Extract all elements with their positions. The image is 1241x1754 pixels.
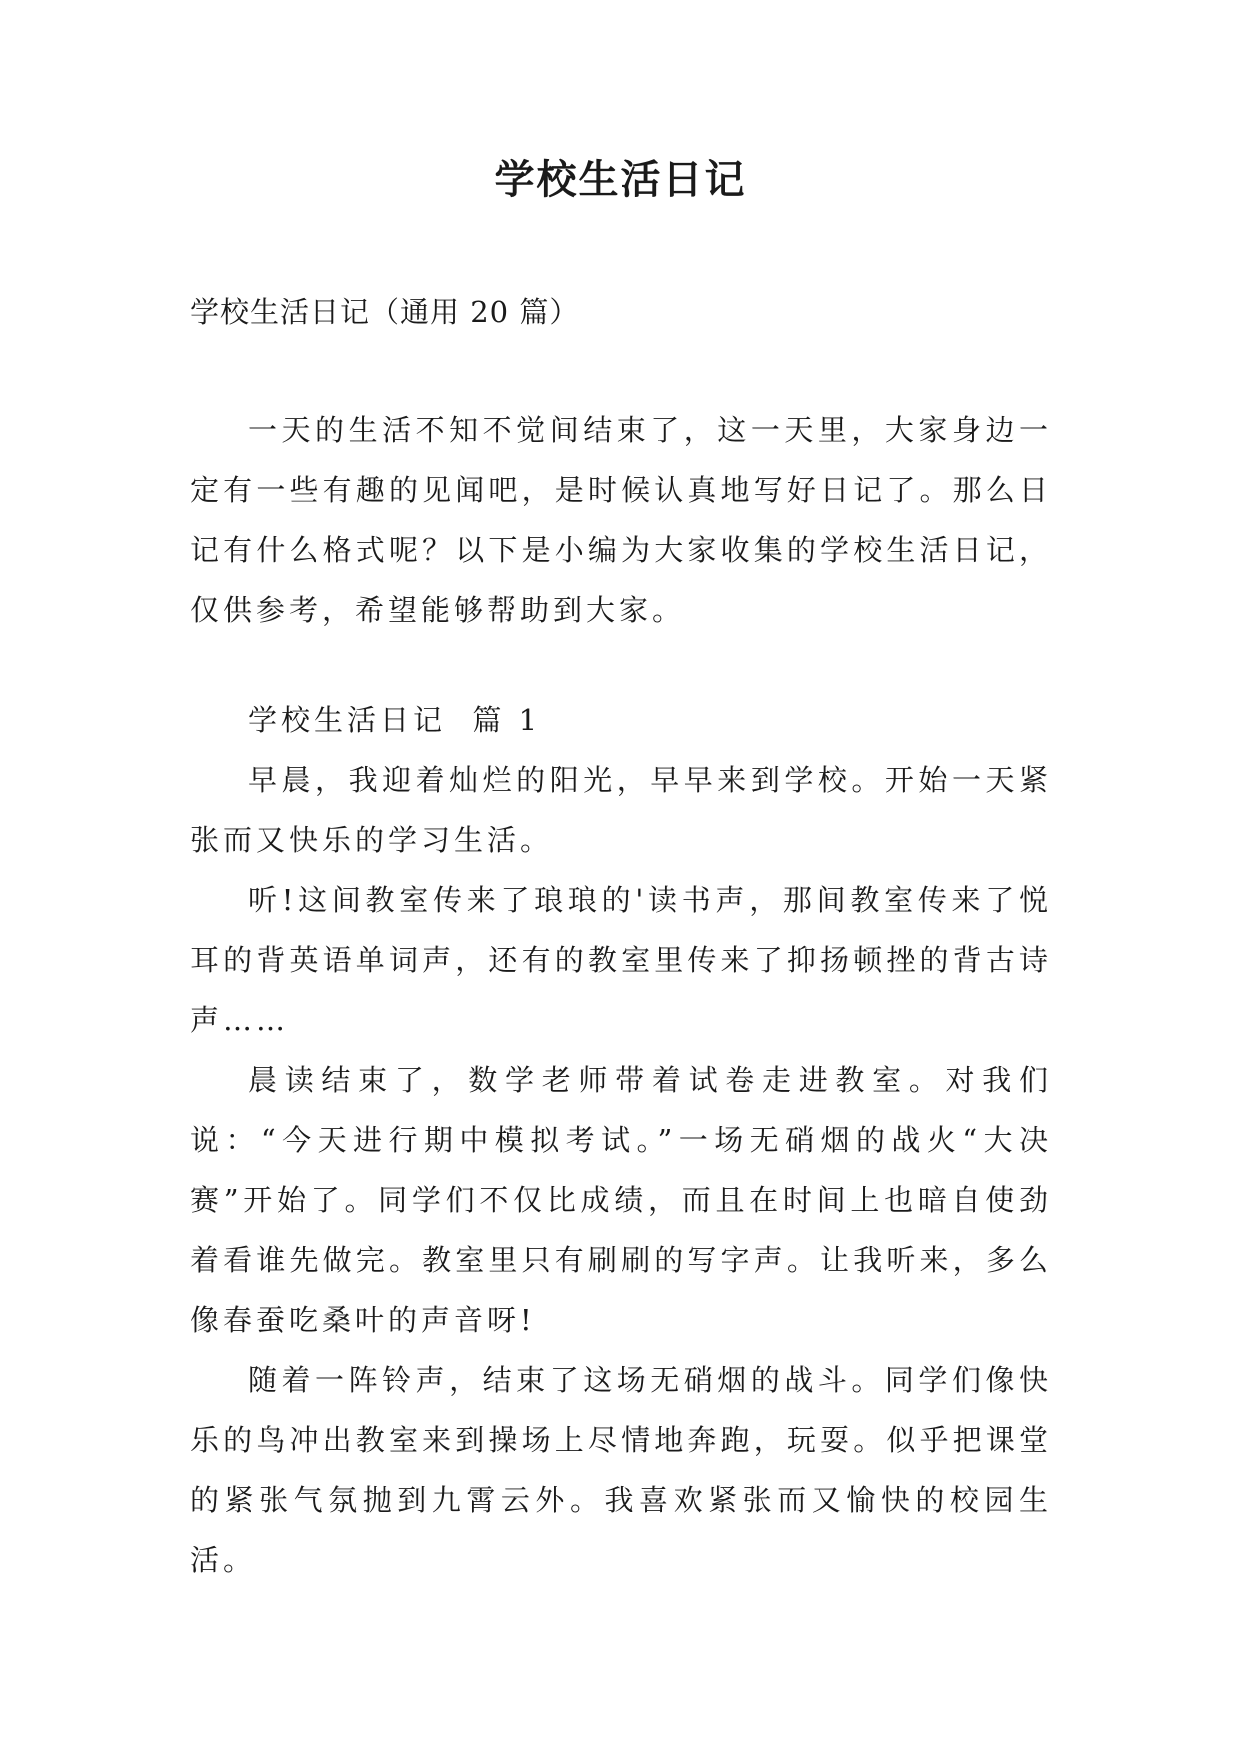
intro-paragraph: 一天的生活不知不觉间结束了，这一天里，大家身边一定有一些有趣的见闻吧，是时候认真地写好日记了。那么日记有什么格式呢？以下是小编为大家收集的学校生活日记，仅供参考，希望能够帮助到大家。 [190, 413, 1052, 627]
article-paragraph: 早晨，我迎着灿烂的阳光，早早来到学校。开始一天紧张而又快乐的学习生活。 [190, 763, 1052, 857]
article-paragraph: 晨读结束了，数学老师带着试卷走进教室。对我们说：“今天进行期中模拟考试。”一场无硝烟的战火“大决赛”开始了。同学们不仅比成绩，而且在时间上也暗自使劲着看谁先做完。教室里只有刷刷的写字声。让我听来，多么像春蚕吃桑叶的声音呀! [190, 1063, 1052, 1337]
document-subtitle: 学校生活日记（通用 20 篇） [190, 295, 580, 329]
document-title: 学校生活日记 [494, 156, 747, 203]
article-paragraph: 听!这间教室传来了琅琅的'读书声，那间教室传来了悦耳的背英语单词声，还有的教室里传来了抑扬顿挫的背古诗声…… [190, 883, 1052, 1037]
article-section [190, 690, 1052, 1590]
article-paragraph: 随着一阵铃声，结束了这场无硝烟的战斗。同学们像快乐的鸟冲出教室来到操场上尽情地奔跑，玩耍。似乎把课堂的紧张气氛抛到九霄云外。我喜欢紧张而又愉快的校园生活。 [190, 1363, 1052, 1577]
intro-section [190, 400, 1052, 640]
article-heading: 学校生活日记 篇 1 [248, 703, 542, 737]
